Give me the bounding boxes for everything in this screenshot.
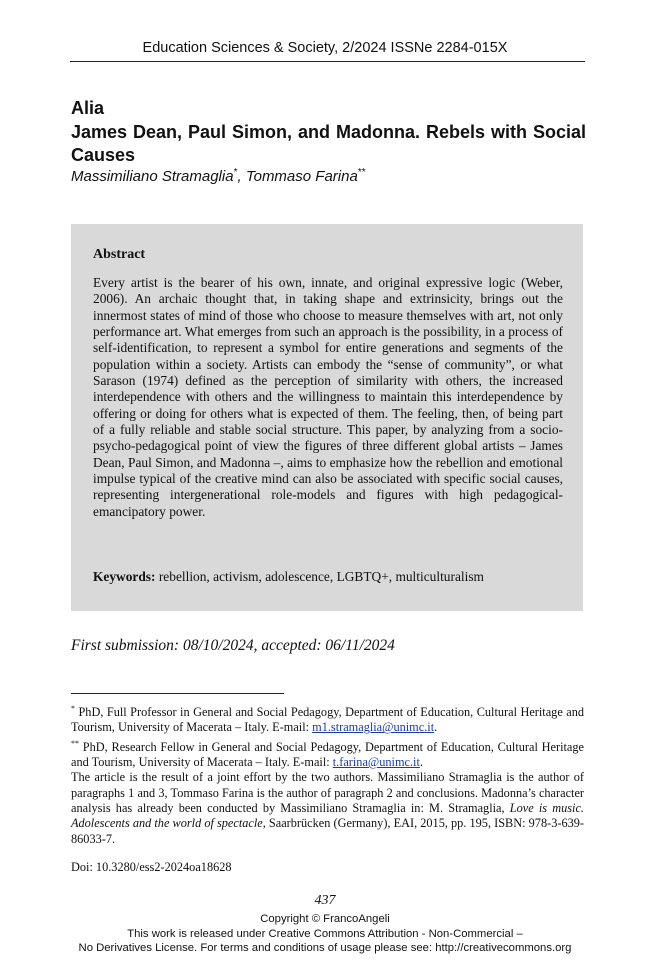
abstract-box — [71, 224, 583, 611]
license-footer — [0, 912, 650, 956]
email-link[interactable]: t.farina@unimc.it — [332, 755, 420, 770]
author-mark: ** — [357, 167, 366, 178]
author-mark: * — [233, 167, 238, 178]
article-title: James Dean, Paul Simon, and Madonna. Rebels with Social Causes — [71, 122, 586, 165]
license-line: This work is released under Creative Commons Attribution - Non-Commercial – — [127, 927, 523, 940]
footnote-period: . — [419, 755, 423, 770]
email-link[interactable]: m1.stramaglia@unimc.it — [312, 720, 435, 735]
author-separator: , — [237, 168, 246, 185]
authorship-note — [71, 770, 584, 846]
footnote-text: PhD, Full Professor in General and Social Pedagogy, Department of Education, Cultural Heritage and Tourism, University of Macerata – Italy. E-mail: — [71, 705, 584, 735]
header-rule — [70, 61, 585, 62]
book-title: Love is music. Adolescents and the world of spectacle — [71, 800, 584, 831]
footnote-text: PhD, Research Fellow in General and Social Pedagogy, Department of Education, Cultural Heritage and Tourism, University of Macerata – Italy. E-mail: — [71, 739, 584, 770]
footnote — [71, 701, 584, 736]
journal-header: Education Sciences & Society, 2/2024 ISSNe 2284-015X — [142, 40, 508, 56]
author-name: Tommaso Farina — [245, 168, 358, 185]
footnote — [71, 736, 584, 771]
copyright: Copyright © FrancoAngeli — [260, 913, 390, 925]
abstract-text: Every artist is the bearer of his own, innate, and original expressive logic (Weber, 2006). An archaic thought that, in taking shape and extrinsicity, brings out the innermost states of mind of those who choose to measure themselves with art, not only performance art. What emerges from such an approach is the possibility, in a process of self-identification, to represent a symbol for entire generations and segments of the population within a society. Artists can embody the “sense of community”, or what Sarason (1974) defined as the perception of similarity with others, the increased interdependence with others and the willingness to maintain this interdependence by offering or doing for others what is expected of them. The feeling, then, of being part of a fully reliable and stable social structure. This paper, by analyzing from a socio-psycho-pedagogical point of view the figures of three different global artists – James Dean, Paul Simon, and Madonna –, aims to emphasize how the rebellion and emotional impulse typical of the creative mind can also be associated with specific social causes, representing intergenerational role-models and figures with high pedagogical-emancipatory power. — [93, 275, 563, 519]
section-label: Alia — [71, 98, 105, 118]
footnote-rule — [71, 693, 284, 694]
keywords-list: rebellion, activism, adolescence, LGBTQ+, multiculturalism — [158, 569, 484, 584]
doi: Doi: 10.3280/ess2-2024oa18628 — [71, 860, 232, 874]
page-number: 437 — [314, 893, 336, 908]
footnote-mark: ** — [71, 738, 79, 748]
footnotes — [71, 701, 584, 847]
author-name: Massimiliano Stramaglia — [71, 168, 234, 185]
footnote-mark: * — [71, 704, 75, 713]
submission-dates: First submission: 08/10/2024, accepted: 06/11/2024 — [71, 637, 395, 654]
authors-line — [71, 167, 366, 185]
keywords — [93, 569, 563, 585]
keywords-label: Keywords: — [93, 569, 156, 584]
note-text: The article is the result of a joint effort by the two authors. Massimiliano Stramaglia is the author of paragraphs 1 and 3, Tommaso Farina is the author of paragraph 2 and conclusions. Madonna’s character analysis has already been conducted by Massimiliano Stramaglia in: M. Stramaglia, — [71, 770, 584, 815]
note-text-end: , Saarbrücken (Germany), EAI, 2015, pp. 195, ISBN: 978-3-639-86033-7. — [71, 816, 584, 846]
abstract-heading: Abstract — [93, 247, 146, 262]
license-line: No Derivatives License. For terms and conditions of usage please see: http://creativecommons.org — [78, 942, 572, 954]
footnote-period: . — [434, 720, 438, 735]
